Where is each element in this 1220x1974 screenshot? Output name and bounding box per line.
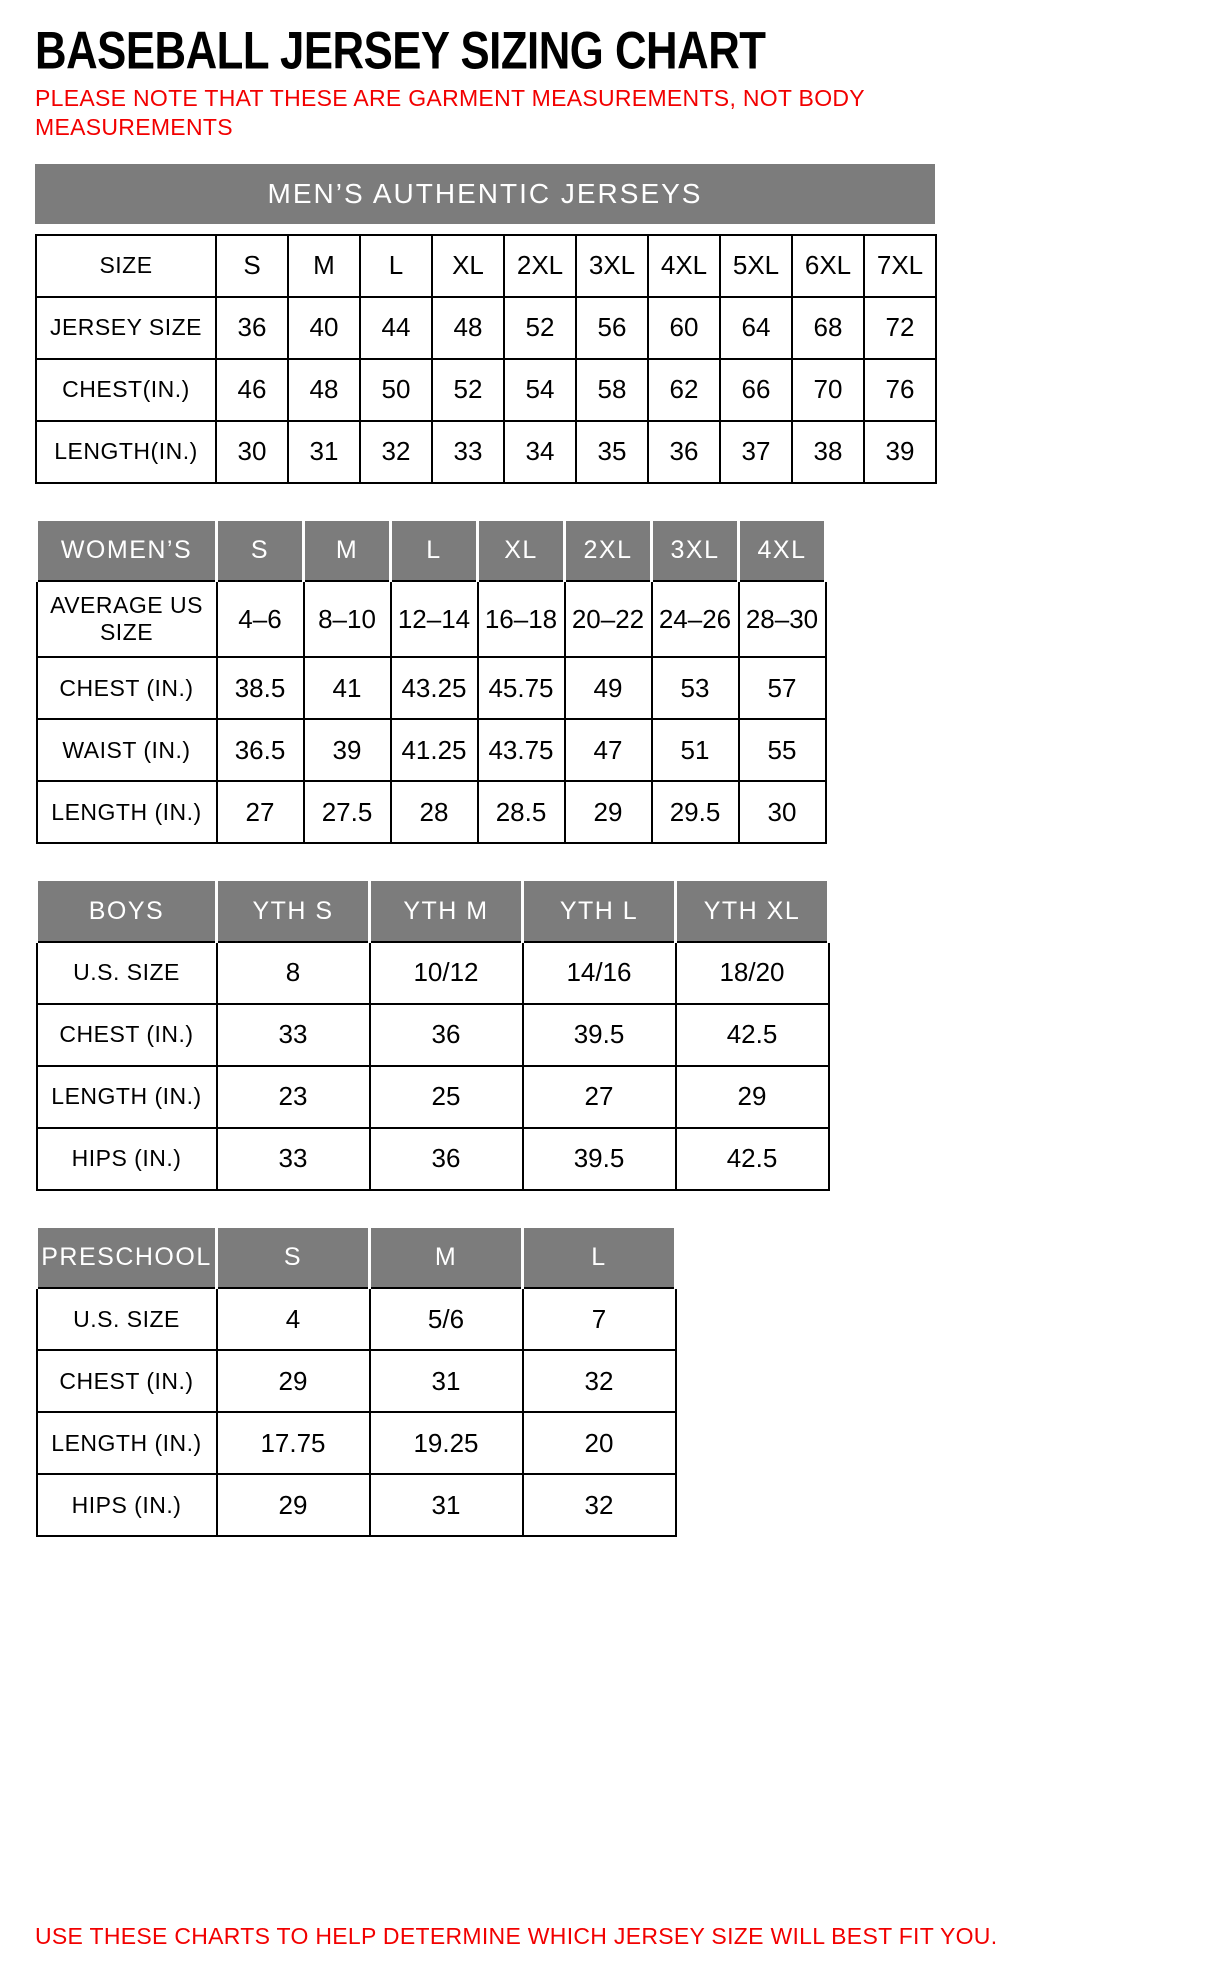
table-cell: 58 [576, 359, 648, 421]
table-cell: 31 [370, 1350, 523, 1412]
table-cell: 7XL [864, 235, 936, 297]
table-cell: 10/12 [370, 942, 523, 1004]
table-cell: 52 [432, 359, 504, 421]
table-cell: 39.5 [523, 1128, 676, 1190]
table-row [37, 581, 826, 657]
table-cell: 36 [370, 1004, 523, 1066]
size-header-cell: M [304, 519, 391, 581]
table-cell: S [216, 235, 288, 297]
row-label: CHEST (IN.) [37, 1004, 217, 1066]
table-cell: 28–30 [739, 581, 826, 657]
table-cell: 31 [370, 1474, 523, 1536]
table-cell: 38.5 [217, 657, 304, 719]
table-row [36, 359, 936, 421]
table-cell: 36 [648, 421, 720, 483]
table-cell: 32 [523, 1350, 676, 1412]
table-cell: 8–10 [304, 581, 391, 657]
size-header-cell: S [217, 1226, 370, 1288]
table-row [37, 1128, 829, 1190]
table-cell: 36.5 [217, 719, 304, 781]
garment-measurement-note: PLEASE NOTE THAT THESE ARE GARMENT MEASUREMENTS, NOT BODY MEASUREMENTS [35, 85, 865, 141]
table-cell: 18/20 [676, 942, 829, 1004]
row-label: U.S. SIZE [37, 1288, 217, 1350]
row-label: AVERAGE US SIZE [37, 581, 217, 657]
table-cell: 34 [504, 421, 576, 483]
table-cell: 48 [432, 297, 504, 359]
table-row [37, 781, 826, 843]
mens-sizing-table [35, 234, 937, 484]
table-cell: 37 [720, 421, 792, 483]
table-header-row [37, 1226, 676, 1288]
mens-section [35, 164, 1185, 484]
table-cell: 68 [792, 297, 864, 359]
size-header-cell: YTH M [370, 880, 523, 942]
table-cell: XL [432, 235, 504, 297]
table-cell: 41.25 [391, 719, 478, 781]
table-cell: 17.75 [217, 1412, 370, 1474]
table-cell: 5/6 [370, 1288, 523, 1350]
size-header-cell: YTH L [523, 880, 676, 942]
table-cell: 36 [216, 297, 288, 359]
table-cell: 19.25 [370, 1412, 523, 1474]
table-cell: 76 [864, 359, 936, 421]
table-row [37, 1474, 676, 1536]
size-header-cell: 4XL [739, 519, 826, 581]
table-cell: 20–22 [565, 581, 652, 657]
table-cell: 29 [676, 1066, 829, 1128]
table-row [37, 657, 826, 719]
table-cell: 20 [523, 1412, 676, 1474]
size-header-cell: 2XL [565, 519, 652, 581]
table-row [37, 1004, 829, 1066]
table-header-row [37, 519, 826, 581]
table-cell: 14/16 [523, 942, 676, 1004]
table-cell: 70 [792, 359, 864, 421]
table-header-row [37, 880, 829, 942]
table-cell: 53 [652, 657, 739, 719]
table-cell: 6XL [792, 235, 864, 297]
table-title-cell: WOMEN’S [37, 519, 217, 581]
table-cell: 8 [217, 942, 370, 1004]
table-cell: 29.5 [652, 781, 739, 843]
table-row [36, 421, 936, 483]
table-cell: 43.25 [391, 657, 478, 719]
table-row [37, 1288, 676, 1350]
table-cell: 30 [216, 421, 288, 483]
table-cell: 33 [217, 1004, 370, 1066]
womens-sizing-table [35, 518, 827, 845]
row-label: CHEST(IN.) [36, 359, 216, 421]
row-label: HIPS (IN.) [37, 1128, 217, 1190]
table-cell: 31 [288, 421, 360, 483]
table-cell: 56 [576, 297, 648, 359]
table-cell: 4 [217, 1288, 370, 1350]
mens-banner-title: MEN’S AUTHENTIC JERSEYS [267, 177, 703, 209]
preschool-section [35, 1225, 1185, 1538]
row-label: CHEST (IN.) [37, 1350, 217, 1412]
table-cell: 51 [652, 719, 739, 781]
table-cell: 41 [304, 657, 391, 719]
table-cell: 7 [523, 1288, 676, 1350]
table-cell: 32 [360, 421, 432, 483]
table-cell: 46 [216, 359, 288, 421]
table-row [37, 1350, 676, 1412]
table-cell: 24–26 [652, 581, 739, 657]
boys-sizing-table [35, 878, 830, 1191]
table-row [36, 235, 936, 297]
table-cell: 12–14 [391, 581, 478, 657]
size-header-cell: XL [478, 519, 565, 581]
table-cell: 16–18 [478, 581, 565, 657]
row-label: CHEST (IN.) [37, 657, 217, 719]
table-title-cell: PRESCHOOL [37, 1226, 217, 1288]
table-cell: 28.5 [478, 781, 565, 843]
table-cell: 25 [370, 1066, 523, 1128]
table-cell: 38 [792, 421, 864, 483]
table-cell: 33 [217, 1128, 370, 1190]
size-header-cell: L [523, 1226, 676, 1288]
row-label: LENGTH (IN.) [37, 781, 217, 843]
table-cell: 48 [288, 359, 360, 421]
table-cell: 29 [565, 781, 652, 843]
size-header-cell: S [217, 519, 304, 581]
womens-section [35, 518, 1185, 845]
table-row [37, 719, 826, 781]
table-cell: 23 [217, 1066, 370, 1128]
table-row [37, 942, 829, 1004]
boys-section [35, 878, 1185, 1191]
table-cell: 64 [720, 297, 792, 359]
table-cell: 72 [864, 297, 936, 359]
table-cell: 4XL [648, 235, 720, 297]
table-row [36, 297, 936, 359]
table-cell: 28 [391, 781, 478, 843]
table-cell: 3XL [576, 235, 648, 297]
size-header-cell: 3XL [652, 519, 739, 581]
table-cell: 52 [504, 297, 576, 359]
row-label: WAIST (IN.) [37, 719, 217, 781]
table-cell: 49 [565, 657, 652, 719]
preschool-sizing-table [35, 1225, 677, 1538]
row-label: LENGTH (IN.) [37, 1412, 217, 1474]
table-cell: 39 [864, 421, 936, 483]
table-row [37, 1412, 676, 1474]
table-title-cell: BOYS [37, 880, 217, 942]
row-label: HIPS (IN.) [37, 1474, 217, 1536]
table-cell: 29 [217, 1350, 370, 1412]
mens-table-banner [35, 164, 935, 224]
table-cell: 2XL [504, 235, 576, 297]
size-header-cell: YTH S [217, 880, 370, 942]
row-label: JERSEY SIZE [36, 297, 216, 359]
table-cell: 33 [432, 421, 504, 483]
table-cell: 55 [739, 719, 826, 781]
table-cell: L [360, 235, 432, 297]
table-cell: 44 [360, 297, 432, 359]
table-cell: 39.5 [523, 1004, 676, 1066]
table-cell: 4–6 [217, 581, 304, 657]
row-label: LENGTH (IN.) [37, 1066, 217, 1128]
row-label: LENGTH(IN.) [36, 421, 216, 483]
row-label: U.S. SIZE [37, 942, 217, 1004]
table-cell: 27.5 [304, 781, 391, 843]
table-cell: 39 [304, 719, 391, 781]
table-cell: 60 [648, 297, 720, 359]
table-cell: 27 [523, 1066, 676, 1128]
table-cell: 42.5 [676, 1128, 829, 1190]
table-cell: 30 [739, 781, 826, 843]
size-header-cell: YTH XL [676, 880, 829, 942]
table-cell: 27 [217, 781, 304, 843]
table-cell: 32 [523, 1474, 676, 1536]
table-row [37, 1066, 829, 1128]
size-header-cell: L [391, 519, 478, 581]
table-cell: 66 [720, 359, 792, 421]
table-cell: 35 [576, 421, 648, 483]
table-cell: 29 [217, 1474, 370, 1536]
table-cell: 50 [360, 359, 432, 421]
table-cell: 57 [739, 657, 826, 719]
table-cell: 43.75 [478, 719, 565, 781]
footer-note: USE THESE CHARTS TO HELP DETERMINE WHICH JERSEY SIZE WILL BEST FIT YOU. [35, 1923, 998, 1949]
table-cell: 45.75 [478, 657, 565, 719]
table-cell: 42.5 [676, 1004, 829, 1066]
table-cell: 40 [288, 297, 360, 359]
page-title: BASEBALL JERSEY SIZING CHART [35, 20, 766, 80]
table-cell: 47 [565, 719, 652, 781]
table-cell: 62 [648, 359, 720, 421]
table-cell: 36 [370, 1128, 523, 1190]
row-label: SIZE [36, 235, 216, 297]
table-cell: 54 [504, 359, 576, 421]
size-header-cell: M [370, 1226, 523, 1288]
table-cell: 5XL [720, 235, 792, 297]
table-cell: M [288, 235, 360, 297]
